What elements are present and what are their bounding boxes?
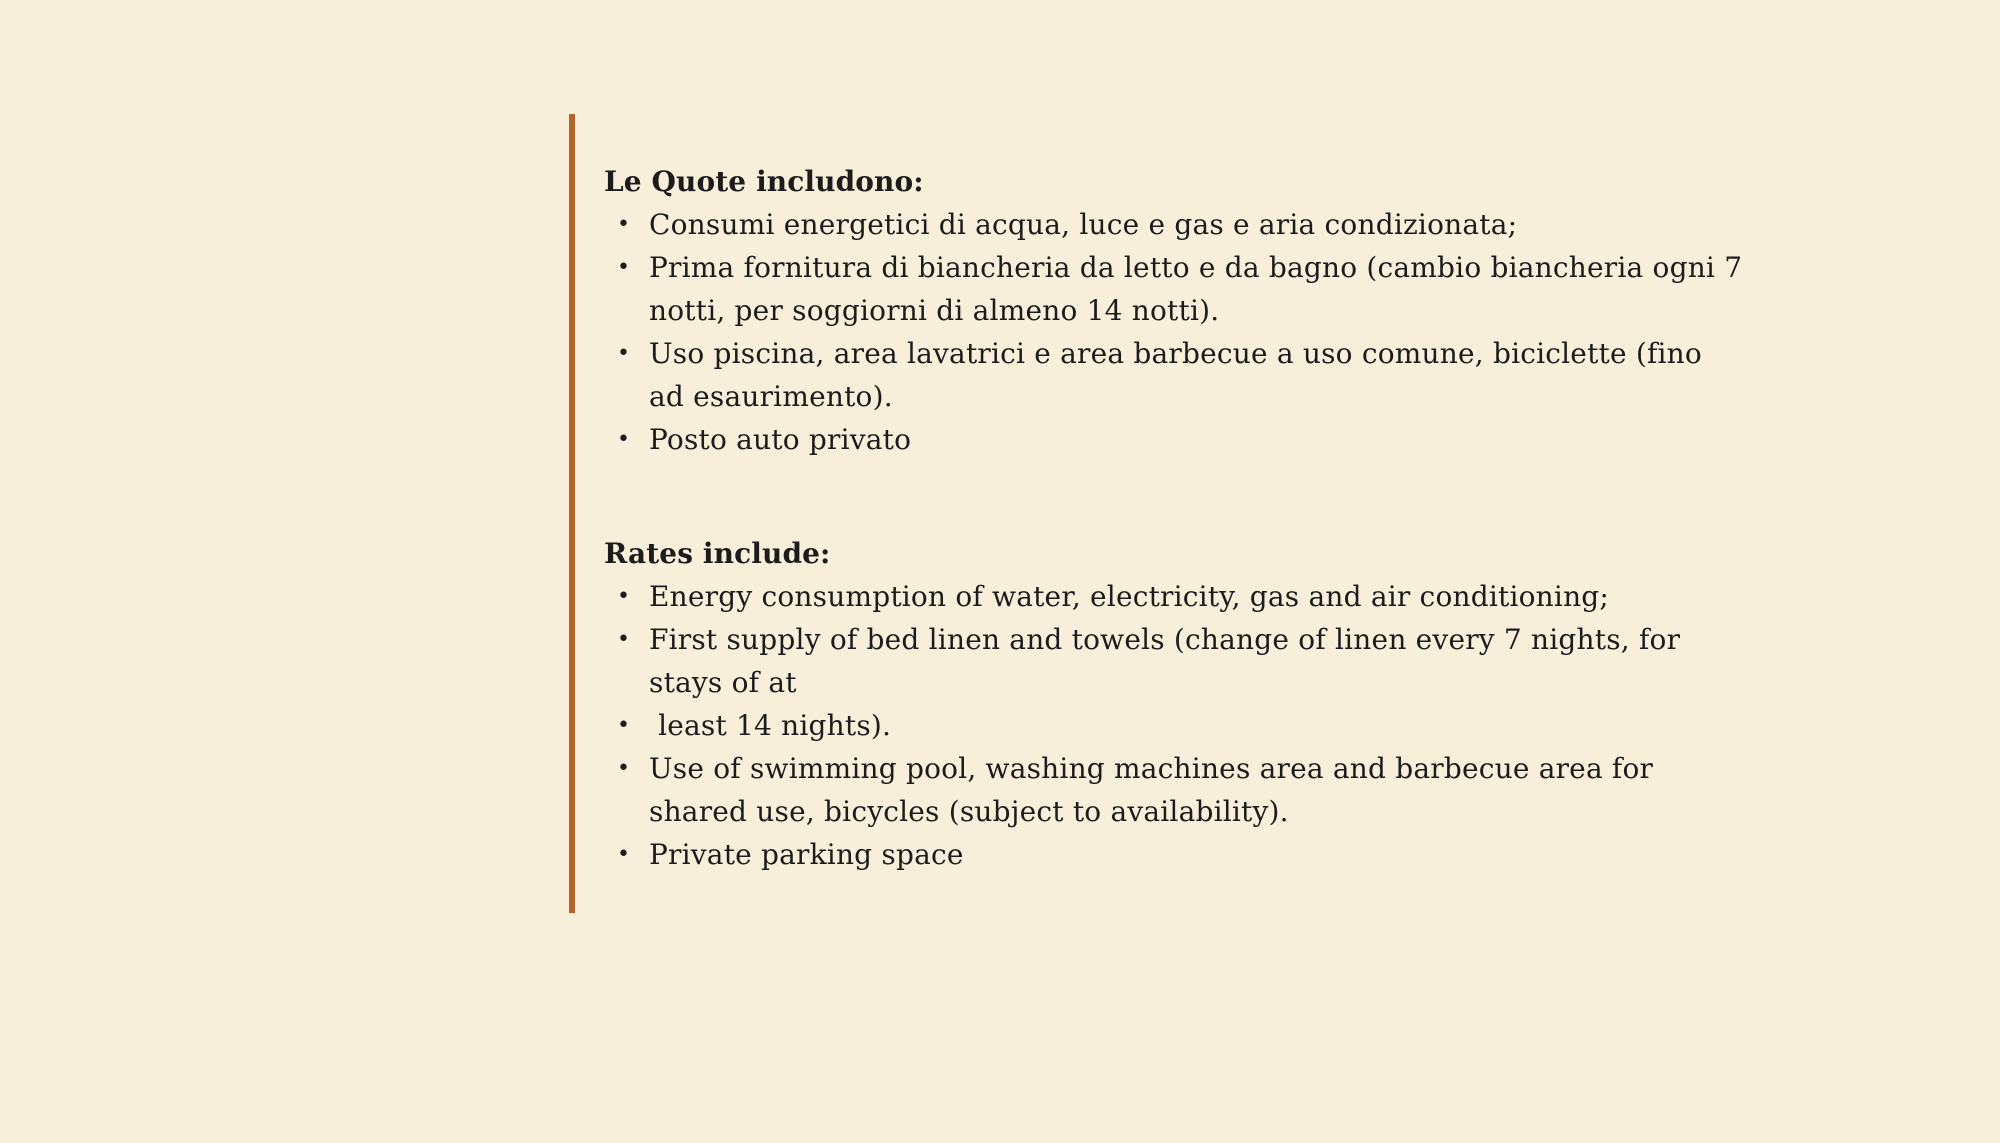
list-item-text: Prima fornitura di biancheria da letto e da bagno (cambio biancheria ogni 7 notti, per soggiorni di almeno 14 notti). bbox=[649, 251, 1743, 327]
list-item bbox=[604, 246, 1744, 332]
rates-content bbox=[604, 160, 1744, 876]
bullet-icon: • bbox=[617, 341, 631, 366]
bullet-icon: • bbox=[617, 627, 631, 652]
bullet-icon: • bbox=[617, 713, 631, 738]
english-list bbox=[604, 575, 1744, 876]
list-item-text: First supply of bed linen and towels (change of linen every 7 nights, for stays of at bbox=[649, 623, 1681, 699]
bullet-icon: • bbox=[617, 584, 631, 609]
english-heading: Rates include: bbox=[604, 537, 831, 570]
list-item bbox=[604, 332, 1744, 418]
list-item-text: Uso piscina, area lavatrici e area barbecue a uso comune, biciclette (fino ad esaurimento). bbox=[649, 337, 1702, 413]
list-item-text: Use of swimming pool, washing machines area and barbecue area for shared use, bicycles (subject to availability). bbox=[649, 752, 1654, 828]
bullet-icon: • bbox=[617, 212, 631, 237]
list-item-text: Private parking space bbox=[649, 838, 964, 871]
list-item bbox=[604, 704, 1744, 747]
italian-section bbox=[604, 160, 1744, 461]
list-item bbox=[604, 418, 1744, 461]
accent-bar bbox=[569, 114, 575, 913]
list-item-text: Consumi energetici di acqua, luce e gas e aria condizionata; bbox=[649, 208, 1518, 241]
list-item bbox=[604, 833, 1744, 876]
list-item-text: least 14 nights). bbox=[649, 709, 892, 742]
list-item-text: Energy consumption of water, electricity, gas and air conditioning; bbox=[649, 580, 1610, 613]
list-item bbox=[604, 618, 1744, 704]
bullet-icon: • bbox=[617, 842, 631, 867]
bullet-icon: • bbox=[617, 427, 631, 452]
bullet-icon: • bbox=[617, 756, 631, 781]
list-item bbox=[604, 747, 1744, 833]
italian-heading: Le Quote includono: bbox=[604, 165, 924, 198]
list-item bbox=[604, 203, 1744, 246]
list-item-text: Posto auto privato bbox=[649, 423, 912, 456]
section-spacer bbox=[604, 461, 1744, 532]
english-section bbox=[604, 532, 1744, 876]
italian-list bbox=[604, 203, 1744, 461]
list-item bbox=[604, 575, 1744, 618]
bullet-icon: • bbox=[617, 255, 631, 280]
